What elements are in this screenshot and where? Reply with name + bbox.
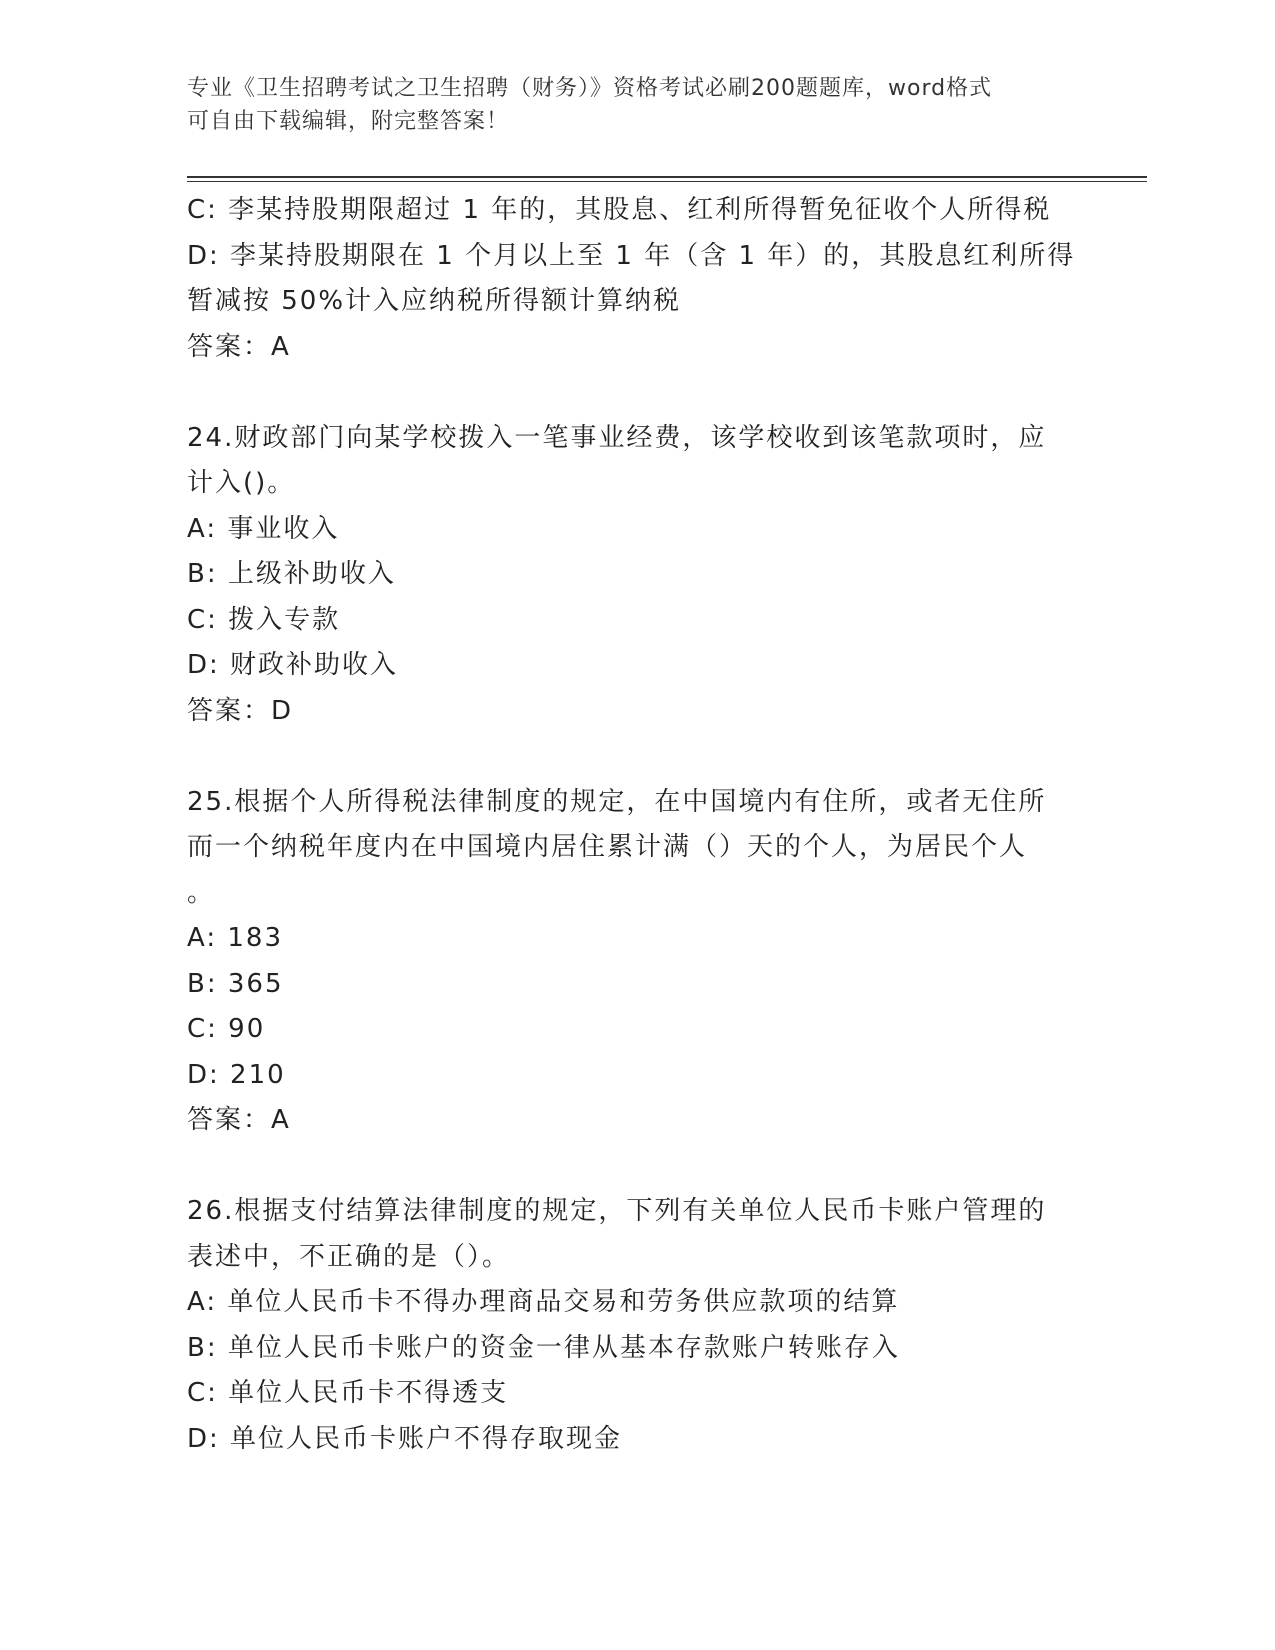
option-a: A: 事业收入 <box>187 513 340 544</box>
document-body <box>187 188 1076 1462</box>
question-stem: 25.根据个人所得税法律制度的规定，在中国境内有住所，或者无住所 <box>187 786 1047 817</box>
spacer <box>187 370 1067 416</box>
option-c: C: 拨入专款 <box>187 604 341 635</box>
option-a: A: 单位人民币卡不得办理商品交易和劳务供应款项的结算 <box>187 1287 900 1317</box>
answer: 答案：A <box>187 1105 291 1135</box>
question-stem-continued: 计入()。 <box>187 468 296 498</box>
document-header <box>187 72 1087 138</box>
option-c: C: 李某持股期限超过 1 年的，其股息、红利所得暂免征收个人所得税 <box>187 195 1052 225</box>
option-b: B: 单位人民币卡账户的资金一律从基本存款账户转账存入 <box>187 1332 900 1363</box>
option-a: A: 183 <box>187 923 283 953</box>
question-24 <box>187 416 1067 735</box>
header-divider <box>187 176 1147 182</box>
header-title-line-2: 可自由下载编辑，附完整答案！ <box>187 109 510 134</box>
option-d: D: 李某持股期限在 1 个月以上至 1 年（含 1 年）的，其股息红利所得 <box>187 240 1076 271</box>
option-d: D: 210 <box>187 1059 286 1090</box>
question-25 <box>187 780 1067 1144</box>
spacer <box>187 1144 1067 1190</box>
question-stem-continued: 而一个纳税年度内在中国境内居住累计满（）天的个人，为居民个人 <box>187 832 1028 862</box>
answer: 答案：A <box>187 331 291 362</box>
option-c: C: 90 <box>187 1014 266 1044</box>
option-d: D: 财政补助收入 <box>187 650 399 680</box>
question-stem: 24.财政部门向某学校拨入一笔事业经费，该学校收到该笔款项时，应 <box>187 422 1047 453</box>
header-title-line-1: 专业《卫生招聘考试之卫生招聘（财务）》资格考试必刷200题题库，word格式 <box>187 76 993 101</box>
option-b: B: 上级补助收入 <box>187 559 396 589</box>
question-stem: 26.根据支付结算法律制度的规定，下列有关单位人民币卡账户管理的 <box>187 1196 1047 1226</box>
option-d: D: 单位人民币卡账户不得存取现金 <box>187 1423 623 1454</box>
question-26 <box>187 1189 1067 1462</box>
option-c: C: 单位人民币卡不得透支 <box>187 1378 509 1408</box>
question-23-continued <box>187 188 1076 370</box>
question-stem-end: 。 <box>187 877 216 908</box>
spacer <box>187 734 1067 780</box>
option-b: B: 365 <box>187 968 284 999</box>
answer: 答案：D <box>187 695 294 726</box>
question-stem-continued: 表述中，不正确的是（）。 <box>187 1241 511 1272</box>
option-d-continued: 暂减按 50%计入应纳税所得额计算纳税 <box>187 286 682 316</box>
